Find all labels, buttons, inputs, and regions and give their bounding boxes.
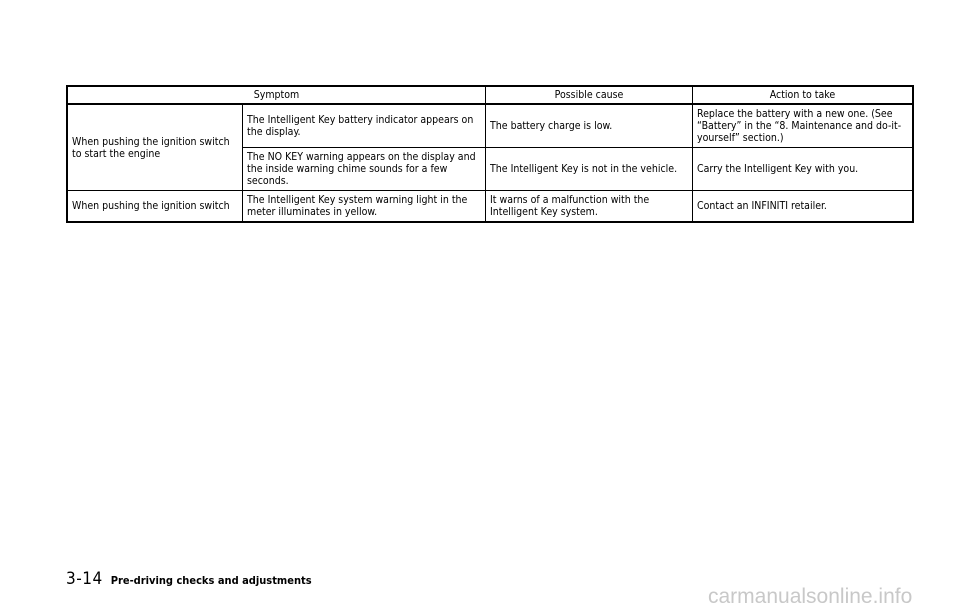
context-cell: When pushing the ignition switch [67, 191, 243, 223]
table-row [67, 104, 913, 148]
watermark-text: carmanualsonline.info [708, 585, 913, 608]
symptom-cell: The Intelligent Key system warning light in the meter illuminates in yellow. [243, 191, 486, 223]
symptom-cell: The NO KEY warning appears on the display and the inside warning chime sounds for a few seconds. [243, 148, 486, 191]
cause-cell: It warns of a malfunction with the Intelligent Key system. [486, 191, 693, 223]
header-possible-cause: Possible cause [486, 86, 693, 104]
action-cell: Contact an INFINITI retailer. [693, 191, 914, 223]
cause-cell: The battery charge is low. [486, 104, 693, 148]
table-header-row [67, 86, 913, 104]
table-row [67, 191, 913, 223]
section-title: Pre-driving checks and adjustments [110, 574, 312, 587]
header-symptom: Symptom [67, 86, 486, 104]
symptom-table [66, 85, 914, 223]
header-action-to-take: Action to take [693, 86, 914, 104]
action-cell: Carry the Intelligent Key with you. [693, 148, 914, 191]
symptom-cell: The Intelligent Key battery indicator appears on the display. [243, 104, 486, 148]
page-footer [66, 569, 312, 589]
page-number: 3-14 [66, 569, 103, 589]
action-cell: Replace the battery with a new one. (See “Battery” in the “8. Maintenance and do-it-yourself” section.) [693, 104, 914, 148]
cause-cell: The Intelligent Key is not in the vehicle. [486, 148, 693, 191]
context-cell: When pushing the ignition switch to start the engine [67, 104, 243, 191]
